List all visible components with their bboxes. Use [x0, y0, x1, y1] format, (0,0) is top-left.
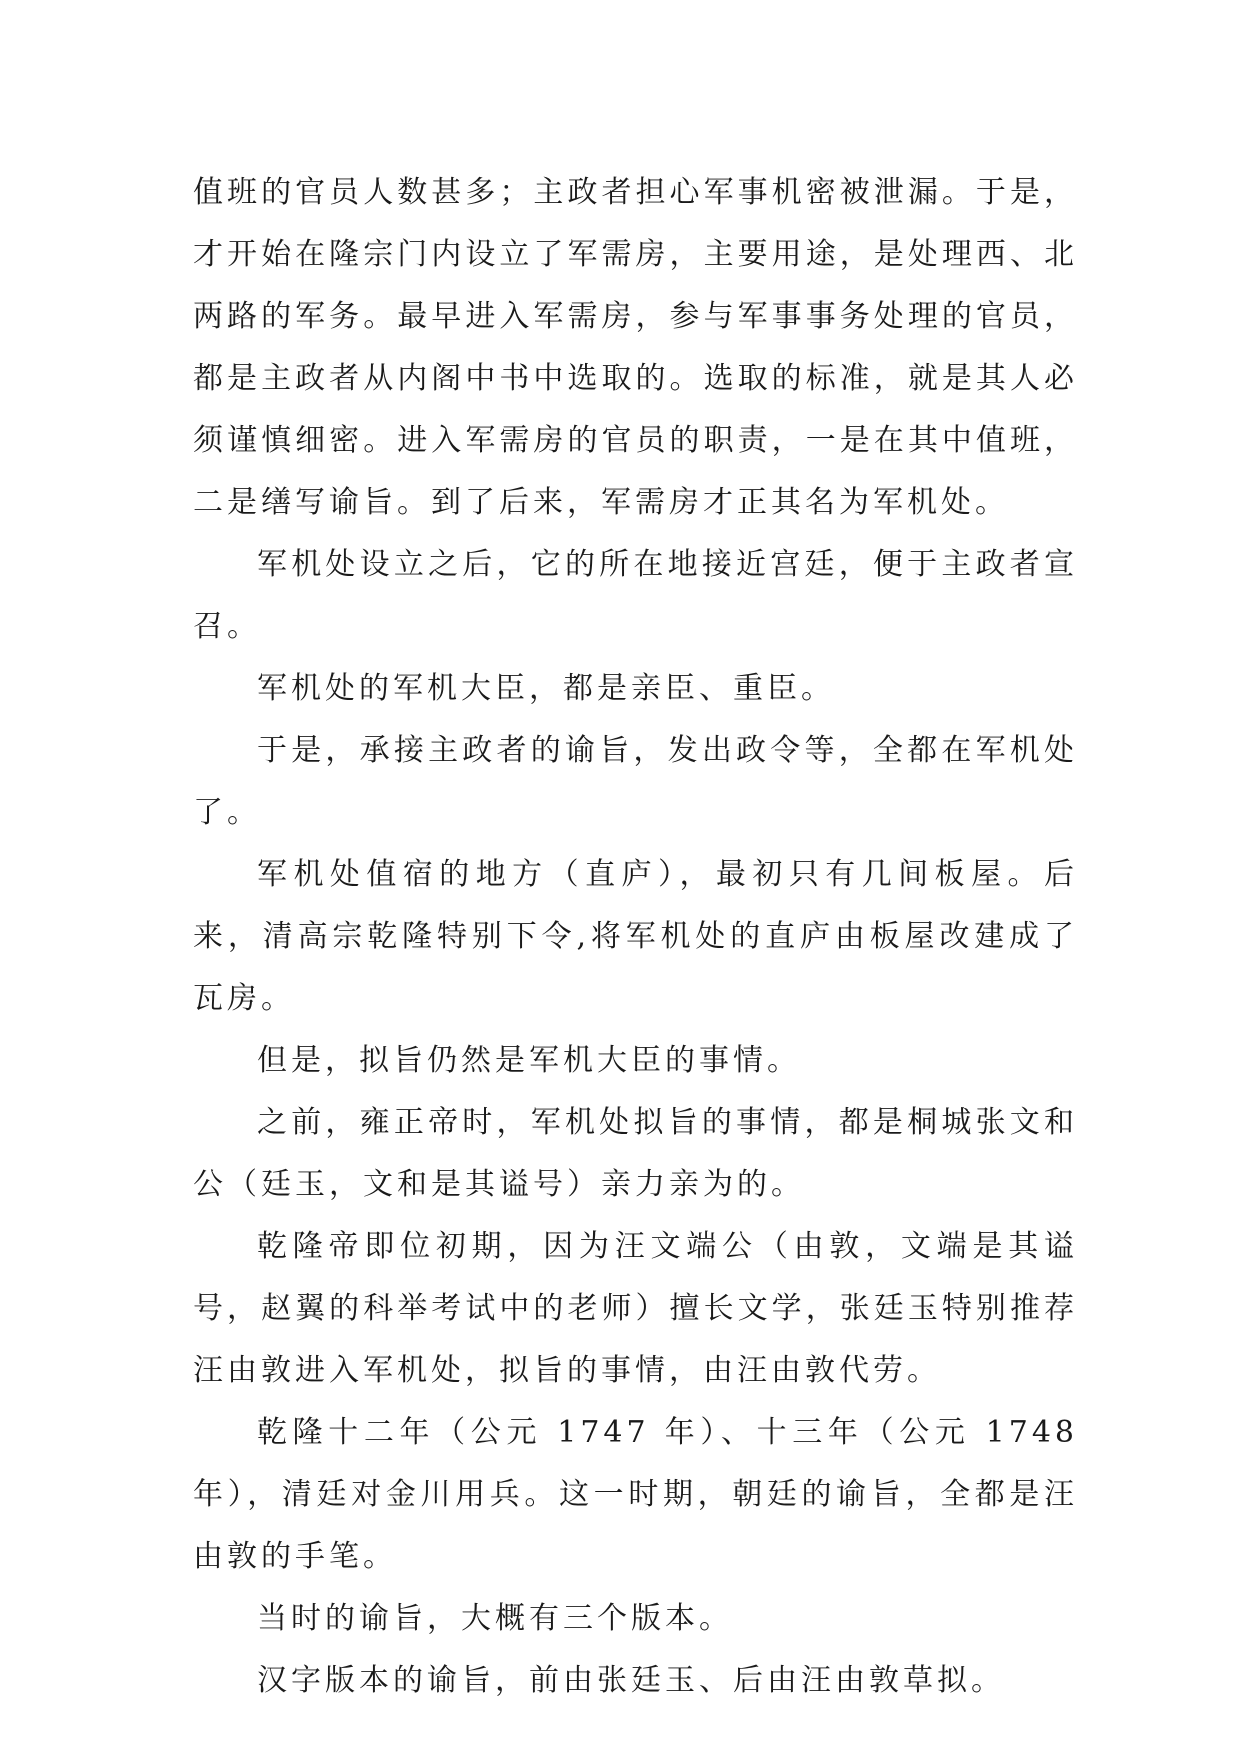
- document-page: [193, 162, 1078, 1712]
- paragraph: 值班的官员人数甚多；主政者担心军事机密被泄漏。于是，才开始在隆宗门内设立了军需房，主要用途，是处理西、北两路的军务。最早进入军需房，参与军事事务处理的官员，都是主政者从内阁中书中选取的。选取的标准，就是其人必须谨慎细密。进入军需房的官员的职责，一是在其中值班，二是缮写谕旨。到了后来，军需房才正其名为军机处。: [193, 175, 1078, 520]
- paragraph: 汉字版本的谕旨，前由张廷玉、后由汪由敦草拟。: [257, 1663, 1005, 1698]
- paragraph: 军机处值宿的地方（直庐），最初只有几间板屋。后来，清高宗乾隆特别下令,将军机处的直庐由板屋改建成了瓦房。: [193, 857, 1078, 1016]
- paragraph: 之前，雍正帝时，军机处拟旨的事情，都是桐城张文和公（廷玉，文和是其谥号）亲力亲为的。: [193, 1105, 1078, 1202]
- paragraph: 乾隆帝即位初期，因为汪文端公（由敦，文端是其谥号，赵翼的科举考试中的老师）擅长文学，张廷玉特别推荐汪由敦进入军机处，拟旨的事情，由汪由敦代劳。: [193, 1229, 1078, 1388]
- paragraph: 于是，承接主政者的谕旨，发出政令等，全都在军机处了。: [193, 733, 1078, 830]
- paragraph: 乾隆十二年（公元 1747 年）、十三年（公元 1748 年），清廷对金川用兵。这一时期，朝廷的谕旨，全都是汪由敦的手笔。: [193, 1415, 1078, 1574]
- paragraph: 军机处的军机大臣，都是亲臣、重臣。: [257, 671, 835, 706]
- paragraph: 当时的谕旨，大概有三个版本。: [257, 1601, 733, 1636]
- paragraph: 军机处设立之后，它的所在地接近宫廷，便于主政者宣召。: [193, 547, 1078, 644]
- paragraph: 但是，拟旨仍然是军机大臣的事情。: [257, 1043, 801, 1078]
